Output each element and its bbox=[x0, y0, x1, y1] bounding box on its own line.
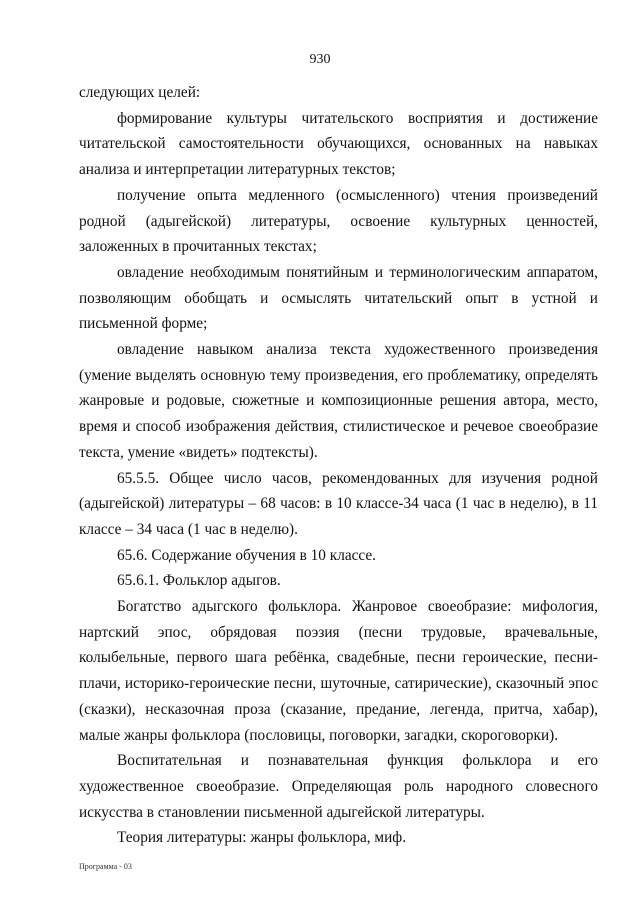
paragraph-folklore-genres: Богатство адыгского фольклора. Жанровое своеобразие: мифология, нартский эпос, обрядовая поэзия (песни трудовые, врачевальные, колыбельные, первого шага ребёнка, свадебные, песни героические, песни-плачи, историко-героические песни, шуточные, сатирические), сказочный эпос (сказки), несказочная проза (сказание, предание, легенда, притча, хабар), малые жанры фольклора (пословицы, поговорки, загадки, скороговорки). bbox=[79, 598, 598, 744]
page-footer: Программа - 03 bbox=[79, 862, 132, 871]
page-number: 930 bbox=[309, 52, 331, 67]
section-heading-folklore: 65.6.1. Фольклор адыгов. bbox=[117, 572, 281, 590]
paragraph-hours: 65.5.5. Общее число часов, рекомендованных для изучения родной (адыгейской) литературы – 68 часов: в 10 классе-34 часа (1 час в неделю), в 11 классе – 34 часа (1 час в неделю). bbox=[79, 469, 598, 538]
paragraph-goal-terminology: овладение необходимым понятийным и терминологическим аппаратом, позволяющим обобщать и осмыслять читательский опыт в устной и письменной форме; bbox=[79, 263, 598, 333]
paragraph-folklore-function: Воспитательная и познавательная функция фольклора и его художественное своеобразие. Определяющая роль народного словесного искусства в становлении письменной адыгейской литературы. bbox=[79, 752, 598, 821]
section-heading-content: 65.6. Содержание обучения в 10 классе. bbox=[117, 546, 377, 564]
paragraph-literary-theory: Теория литературы: жанры фольклора, миф. bbox=[117, 829, 407, 847]
document-body bbox=[79, 80, 598, 851]
paragraph-goal-slow-reading: получение опыта медленного (осмысленного) чтения произведений родной (адыгейской) литературы, освоение культурных ценностей, заложенных в прочитанных текстах; bbox=[79, 186, 598, 256]
paragraph-goal-reading-culture: формирование культуры читательского восприятия и достижение читательской самостоятельности обучающихся, основанных на навыках анализа и интерпретации литературных текстов; bbox=[79, 109, 598, 179]
paragraph-goal-text-analysis: овладение навыком анализа текста художественного произведения (умение выделять основную тему произведения, его проблематику, определять жанровые и родовые, сюжетные и композиционные решения автора, место, время и способ изображения действия, стилистическое и речевое своеобразие текста, умение «видеть» подтексты). bbox=[79, 341, 598, 461]
paragraph-goals-intro: следующих целей: bbox=[79, 84, 201, 101]
